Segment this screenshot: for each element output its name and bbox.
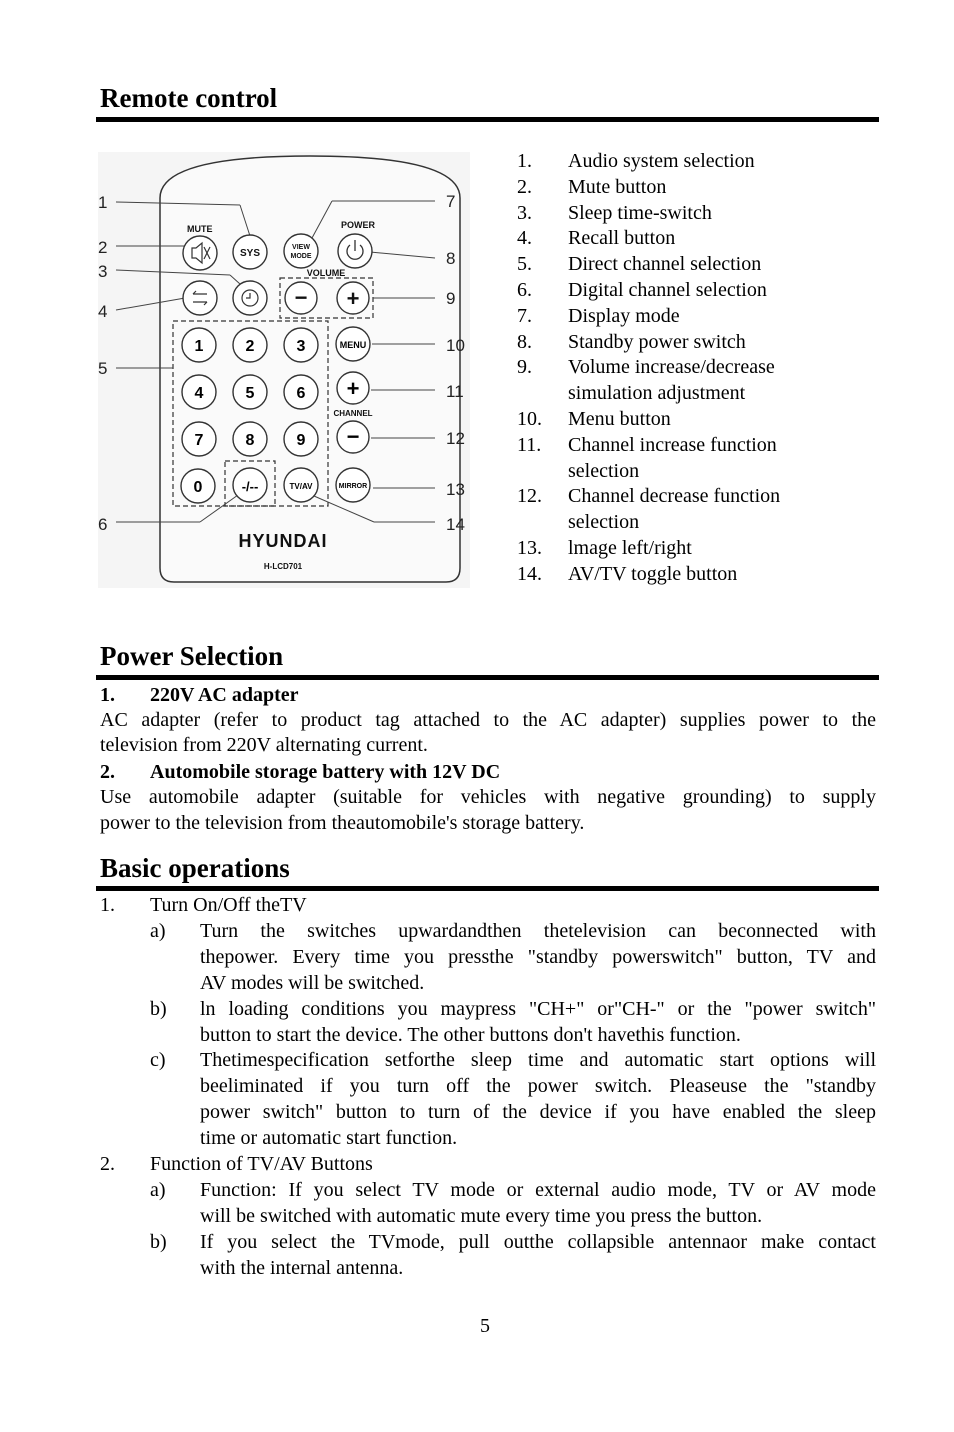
power-item-1-text-line: television from 220V alternating current. [100, 734, 428, 756]
power-item-1-heading: 220V AC adapter [150, 684, 299, 706]
legend-item-text: Recall button [568, 227, 676, 250]
legend-item-text: Volume increase/decrease [568, 356, 775, 379]
power-item-2-num: 2. [100, 761, 115, 783]
op-2a-line: Function: If you select TV mode or external audio mode, TV or AV mode [200, 1178, 876, 1201]
svg-text:8: 8 [245, 432, 255, 449]
svg-text:+: + [346, 376, 360, 401]
svg-text:5: 5 [245, 385, 255, 402]
digit-button-0 [181, 469, 215, 503]
volume-up-button [337, 282, 369, 314]
legend-item-text: Sleep time-switch [568, 201, 712, 224]
svg-text:2: 2 [245, 338, 255, 355]
callout-12: 12 [446, 429, 465, 448]
op-1c-line: Thetimespecification setforthe sleep time and automatic start options will [200, 1049, 876, 1072]
recall-button [183, 281, 217, 315]
dash-button [233, 468, 267, 502]
svg-text:TV/AV: TV/AV [289, 482, 313, 491]
power-item-1-num: 1. [100, 684, 115, 706]
power-selection-title: Power Selection [100, 641, 284, 671]
digit-button-5 [233, 375, 267, 409]
basic-operations-title: Basic operations [100, 853, 290, 883]
legend-number: 10. [517, 408, 542, 430]
legend-item-text-cont: selection [568, 459, 640, 482]
svg-text:-/--: -/-- [241, 479, 259, 494]
legend-number: 9. [517, 356, 532, 379]
callout-11: 11 [446, 382, 464, 401]
op-1a-line: AV modes will be switched. [200, 971, 425, 994]
legend-item-text: Mute button [568, 175, 667, 198]
channel-down-button [337, 421, 369, 453]
op-2b-marker: b) [150, 1230, 167, 1253]
legend-number: 4. [517, 227, 532, 250]
legend-item-text-cont: selection [568, 511, 640, 534]
op-1-num: 1. [100, 894, 115, 916]
svg-text:MENU: MENU [339, 340, 367, 350]
op-1c-line: time or automatic start function. [200, 1127, 458, 1150]
view-label: VIEW [292, 244, 310, 251]
op-1a-line: thepower. Every time you pressthe "standby powerswitch" button, TV and [200, 945, 876, 968]
legend-item-text: Channel decrease function [568, 485, 781, 508]
menu-button [336, 327, 370, 361]
op-1c-line: beeliminated if you turn off the power switch. Pleaseuse the "standby [200, 1075, 876, 1098]
callout-6: 6 [98, 515, 108, 534]
callout-3: 3 [98, 262, 108, 281]
digit-button-2 [233, 328, 267, 362]
svg-text:6: 6 [296, 385, 306, 402]
legend-number: 2. [517, 175, 532, 198]
op-2a-line: will be switched with automatic mute every time you press the button. [200, 1204, 763, 1227]
op-2b-line: with the internal antenna. [200, 1256, 404, 1279]
callout-7: 7 [446, 192, 456, 211]
legend-number: 11. [517, 433, 542, 456]
channel-label: CHANNEL [333, 409, 373, 418]
legend-number: 6. [517, 279, 532, 301]
sys-button [233, 235, 267, 269]
legend-item-text: Digital channel selection [568, 279, 767, 301]
legend-number: 13. [517, 537, 542, 559]
remote-control-title: Remote control [100, 83, 278, 113]
volume-plus-label: + [346, 286, 360, 311]
callout-5: 5 [98, 359, 108, 378]
sys-label: SYS [239, 248, 261, 259]
op-2b-line: If you select the TVmode, pull outthe collapsible antennaor make contact [200, 1230, 876, 1253]
svg-text:−: − [346, 424, 360, 449]
svg-text:7: 7 [194, 432, 204, 449]
digit-button-9 [284, 422, 318, 456]
svg-text:3: 3 [296, 338, 306, 355]
op-2-heading: Function of TV/AV Buttons [150, 1153, 373, 1175]
callout-4: 4 [98, 302, 108, 321]
op-2-num: 2. [100, 1153, 115, 1175]
digit-button-7 [182, 422, 216, 456]
svg-text:MIRROR: MIRROR [338, 483, 368, 490]
digit-button-3 [284, 328, 318, 362]
legend-item-text: Channel increase function [568, 433, 777, 456]
power-item-2-heading: Automobile storage battery with 12V DC [150, 761, 501, 783]
volume-label: VOLUME [306, 268, 346, 278]
page-number: 5 [480, 1315, 490, 1337]
op-1b-marker: b) [150, 997, 167, 1020]
legend-item-text: Direct channel selection [568, 253, 762, 276]
op-1b-line: ln loading conditions you maypress "CH+" or"CH-" or the "power switch" [200, 997, 876, 1020]
volume-minus-label: − [294, 285, 308, 310]
power-item-2-text-line: power to the television from theautomobile's storage battery. [100, 812, 585, 834]
op-1c-marker: c) [150, 1049, 166, 1072]
legend-item-text: Standby power switch [568, 330, 746, 353]
op-2a-marker: a) [150, 1178, 166, 1201]
power-button [338, 234, 372, 268]
op-1c-line: power switch" button to turn of the device if you have enabled the sleep [200, 1101, 876, 1124]
op-1b-line: button to start the device. The other buttons don't havethis function. [200, 1023, 741, 1046]
svg-text:0: 0 [193, 479, 203, 496]
legend-item-text: AV/TV toggle button [568, 562, 738, 585]
mode-label: MODE [290, 253, 312, 260]
power-item-2-text-line: Use automobile adapter (suitable for vehicles with negative grounding) to supply [100, 786, 876, 808]
legend-item-text: Audio system selection [568, 150, 755, 172]
remote-control-diagram [90, 148, 480, 593]
model-label: H-LCD701 [263, 562, 303, 571]
legend-item-text: Display mode [568, 304, 680, 327]
section-rule [96, 117, 879, 122]
callout-10: 10 [446, 336, 465, 355]
legend-number: 5. [517, 253, 532, 276]
view-mode-button [284, 234, 318, 268]
svg-text:1: 1 [194, 338, 204, 355]
legend-item-text: Menu button [568, 408, 671, 430]
sleep-button [233, 281, 267, 315]
svg-text:9: 9 [296, 432, 306, 449]
section-rule [96, 886, 879, 891]
digit-button-1 [182, 328, 216, 362]
op-1-heading: Turn On/Off theTV [150, 894, 307, 916]
power-item-1-text-line: AC adapter (refer to product tag attached to the AC adapter) supplies power to the [100, 709, 876, 731]
mute-label: MUTE [187, 224, 213, 234]
callout-9: 9 [446, 289, 456, 308]
tv-av-button [284, 468, 318, 502]
callout-2: 2 [98, 238, 108, 257]
legend-number: 7. [517, 304, 532, 327]
digit-button-6 [284, 375, 318, 409]
callout-1: 1 [98, 193, 108, 212]
legend-item-text: lmage left/right [568, 537, 692, 559]
power-label: POWER [341, 220, 376, 230]
callout-13: 13 [446, 480, 465, 499]
legend-number: 12. [517, 485, 542, 508]
legend-item-text-cont: simulation adjustment [568, 382, 746, 405]
legend-number: 8. [517, 330, 532, 353]
svg-text:4: 4 [194, 385, 204, 402]
mirror-button [336, 468, 370, 502]
op-1a-line: Turn the switches upwardandthen thetelevision can beconnected with [200, 919, 876, 942]
channel-up-button [337, 372, 369, 404]
brand-logo: HYUNDAI [238, 531, 328, 551]
callout-14: 14 [446, 515, 465, 534]
digit-button-4 [182, 375, 216, 409]
legend-number: 14. [517, 562, 542, 585]
callout-8: 8 [446, 249, 456, 268]
section-rule [96, 675, 879, 680]
legend-number: 1. [517, 150, 532, 172]
legend-number: 3. [517, 201, 532, 224]
digit-button-8 [233, 422, 267, 456]
mute-button [183, 236, 217, 270]
op-1a-marker: a) [150, 919, 166, 942]
volume-down-button [285, 282, 317, 314]
